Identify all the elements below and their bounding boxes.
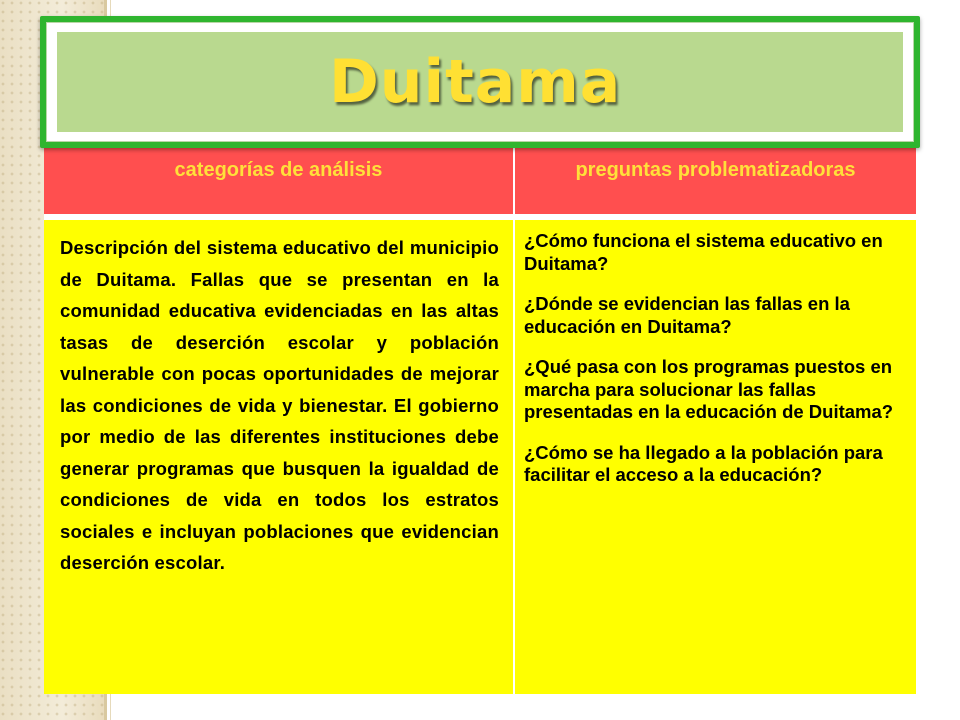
title-banner-frame [46, 22, 914, 142]
header-categories: categorías de análisis [44, 128, 513, 214]
questions-cell [515, 220, 916, 694]
title-banner [40, 16, 920, 148]
header-questions: preguntas problematizadoras [515, 128, 916, 214]
description-cell: Descripción del sistema educativo del municipio de Duitama. Fallas que se presentan en la comunidad educativa evidenciadas en las altas tasas de deserción escolar y población vulnerable con pocas oportunidades de mejorar las condiciones de vida y bienestar. El gobierno por medio de las diferentes instituciones debe generar programas que busquen la igualdad de condiciones de vida en todos los estratos sociales e incluyan poblaciones que evidencian deserción escolar. [44, 220, 513, 694]
question-item: ¿Qué pasa con los programas puestos en marcha para solucionar las fallas presentadas en la educación de Duitama? [524, 356, 894, 422]
question-item: ¿Cómo se ha llegado a la población para facilitar el acceso a la educación? [524, 441, 883, 485]
analysis-table [44, 128, 916, 694]
title-banner-fill [57, 32, 903, 132]
page-title: Duitama [329, 47, 622, 117]
question-item: ¿Dónde se evidencian las fallas en la educación en Duitama? [524, 293, 850, 337]
question-item: ¿Cómo funciona el sistema educativo en Duitama? [524, 230, 883, 274]
